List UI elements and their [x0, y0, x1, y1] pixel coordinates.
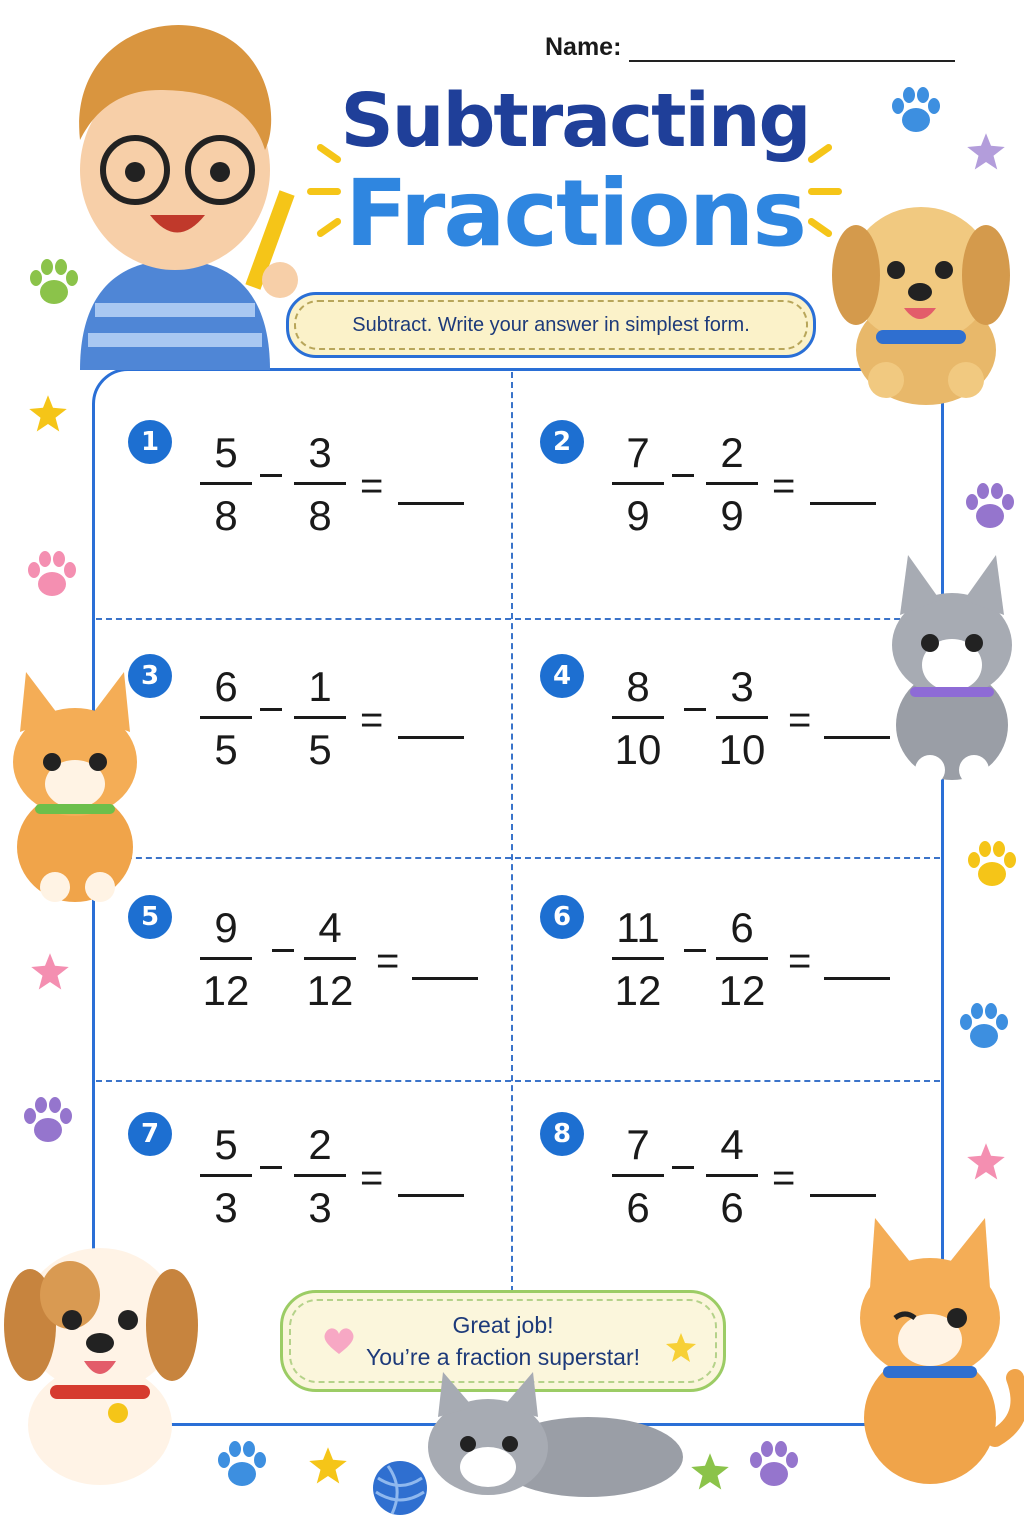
problem-4 [540, 654, 910, 824]
problem-number-badge: 8 [540, 1112, 584, 1156]
sparkle-dashes-left [305, 150, 355, 230]
paw-print-icon [966, 840, 1018, 890]
fraction-bar [612, 957, 664, 960]
denominator: 5 [214, 726, 238, 773]
denominator: 12 [718, 967, 766, 1014]
fraction-b [712, 903, 772, 1016]
denominator: 6 [720, 1184, 744, 1231]
numerator: 1 [308, 663, 332, 710]
heart-icon [322, 1326, 356, 1356]
fraction-bar [200, 1174, 252, 1177]
numerator: 9 [214, 904, 238, 951]
denominator: 9 [626, 492, 650, 539]
fraction-bar [304, 957, 356, 960]
paw-print-icon [26, 550, 78, 600]
kitten-illustration [418, 1372, 688, 1502]
paw-print-icon [216, 1440, 268, 1490]
fraction-b [702, 1120, 762, 1233]
fraction-b [290, 662, 350, 775]
problem-number-badge: 2 [540, 420, 584, 464]
fraction-b [290, 1120, 350, 1233]
fraction-b [290, 428, 350, 541]
star-icon [28, 394, 68, 434]
minus-sign [672, 1166, 694, 1169]
fraction-a [196, 428, 256, 541]
fraction-a [608, 1120, 668, 1233]
equals-sign: = [360, 698, 384, 742]
minus-sign [672, 474, 694, 477]
puppy-illustration [0, 1225, 200, 1485]
star-icon [966, 1142, 1006, 1182]
fraction-b [712, 662, 772, 775]
equals-sign: = [772, 464, 796, 508]
kitten-illustration [845, 1218, 1024, 1488]
answer-blank[interactable] [824, 977, 890, 980]
paw-print-icon [890, 86, 942, 136]
denominator: 8 [308, 492, 332, 539]
denominator: 10 [718, 726, 766, 773]
equals-sign: = [788, 698, 812, 742]
kitten-illustration [880, 555, 1024, 785]
fraction-a [608, 903, 668, 1016]
name-write-line[interactable] [629, 34, 955, 62]
row-divider-1 [96, 618, 940, 620]
fraction-bar [294, 1174, 346, 1177]
paw-print-icon [748, 1440, 800, 1490]
fraction-bar [294, 482, 346, 485]
fraction-bar [200, 957, 252, 960]
fraction-a [196, 662, 256, 775]
numerator: 7 [626, 1121, 650, 1168]
numerator: 4 [318, 904, 342, 951]
denominator: 12 [614, 967, 662, 1014]
puppy-illustration [826, 180, 1016, 410]
problem-3 [128, 654, 498, 824]
fraction-a [608, 428, 668, 541]
problem-number-badge: 6 [540, 895, 584, 939]
fraction-bar [612, 1174, 664, 1177]
row-divider-3 [96, 1080, 940, 1082]
minus-sign [260, 708, 282, 711]
numerator: 11 [616, 904, 660, 951]
problem-number-badge: 1 [128, 420, 172, 464]
fraction-b [300, 903, 360, 1016]
denominator: 6 [626, 1184, 650, 1231]
numerator: 5 [214, 429, 238, 476]
boy-with-pencil-illustration [40, 10, 310, 370]
answer-blank[interactable] [398, 736, 464, 739]
equals-sign: = [376, 939, 400, 983]
fraction-bar [294, 716, 346, 719]
fraction-bar [716, 716, 768, 719]
problem-5 [128, 895, 498, 1065]
denominator: 12 [306, 967, 354, 1014]
paw-print-icon [28, 258, 80, 308]
numerator: 7 [626, 429, 650, 476]
name-label: Name: [545, 33, 622, 61]
star-icon [308, 1446, 348, 1486]
numerator: 5 [214, 1121, 238, 1168]
title-line-2: Fractions [345, 160, 805, 267]
numerator: 6 [730, 904, 754, 951]
minus-sign [260, 474, 282, 477]
equals-sign: = [360, 464, 384, 508]
problem-1 [128, 420, 498, 590]
fraction-bar [716, 957, 768, 960]
star-icon [30, 952, 70, 992]
fraction-b [702, 428, 762, 541]
paw-print-icon [22, 1096, 74, 1146]
numerator: 3 [730, 663, 754, 710]
problem-number-badge: 7 [128, 1112, 172, 1156]
numerator: 2 [720, 429, 744, 476]
instruction-text: Subtract. Write your answer in simplest form. [352, 313, 750, 336]
minus-sign [684, 949, 706, 952]
praise-line-1: Great job! [452, 1312, 554, 1338]
problem-6 [540, 895, 910, 1065]
fraction-bar [612, 482, 664, 485]
problem-number-badge: 4 [540, 654, 584, 698]
answer-blank[interactable] [398, 1194, 464, 1197]
denominator: 5 [308, 726, 332, 773]
star-icon [690, 1452, 730, 1492]
denominator: 3 [214, 1184, 238, 1231]
fraction-a [196, 1120, 256, 1233]
star-icon [966, 132, 1006, 172]
yarn-ball-icon [370, 1458, 430, 1518]
minus-sign [260, 1166, 282, 1169]
fraction-a [196, 903, 256, 1016]
numerator: 2 [308, 1121, 332, 1168]
column-divider [511, 372, 513, 1292]
row-divider-2 [96, 857, 940, 859]
fraction-bar [612, 716, 664, 719]
fraction-bar [706, 1174, 758, 1177]
answer-blank[interactable] [810, 1194, 876, 1197]
praise-line-2: You’re a fraction superstar! [365, 1344, 641, 1370]
paw-print-icon [958, 1002, 1010, 1052]
equals-sign: = [360, 1156, 384, 1200]
minus-sign [272, 949, 294, 952]
fraction-bar [200, 716, 252, 719]
title-line-1: Subtracting [340, 78, 810, 164]
fraction-bar [706, 482, 758, 485]
problem-2 [540, 420, 910, 590]
instruction-banner [286, 292, 816, 358]
star-icon [665, 1332, 697, 1364]
fraction-bar [200, 482, 252, 485]
denominator: 3 [308, 1184, 332, 1231]
problem-number-badge: 3 [128, 654, 172, 698]
numerator: 3 [308, 429, 332, 476]
numerator: 6 [214, 663, 238, 710]
answer-blank[interactable] [398, 502, 464, 505]
numerator: 8 [626, 663, 650, 710]
fraction-a [608, 662, 668, 775]
denominator: 10 [614, 726, 662, 773]
numerator: 4 [720, 1121, 744, 1168]
answer-blank[interactable] [810, 502, 876, 505]
answer-blank[interactable] [412, 977, 478, 980]
denominator: 8 [214, 492, 238, 539]
minus-sign [684, 708, 706, 711]
kitten-illustration [0, 672, 145, 902]
problem-number-badge: 5 [128, 895, 172, 939]
denominator: 12 [202, 967, 250, 1014]
equals-sign: = [772, 1156, 796, 1200]
equals-sign: = [788, 939, 812, 983]
paw-print-icon [964, 482, 1016, 532]
denominator: 9 [720, 492, 744, 539]
name-field-row [545, 22, 955, 62]
